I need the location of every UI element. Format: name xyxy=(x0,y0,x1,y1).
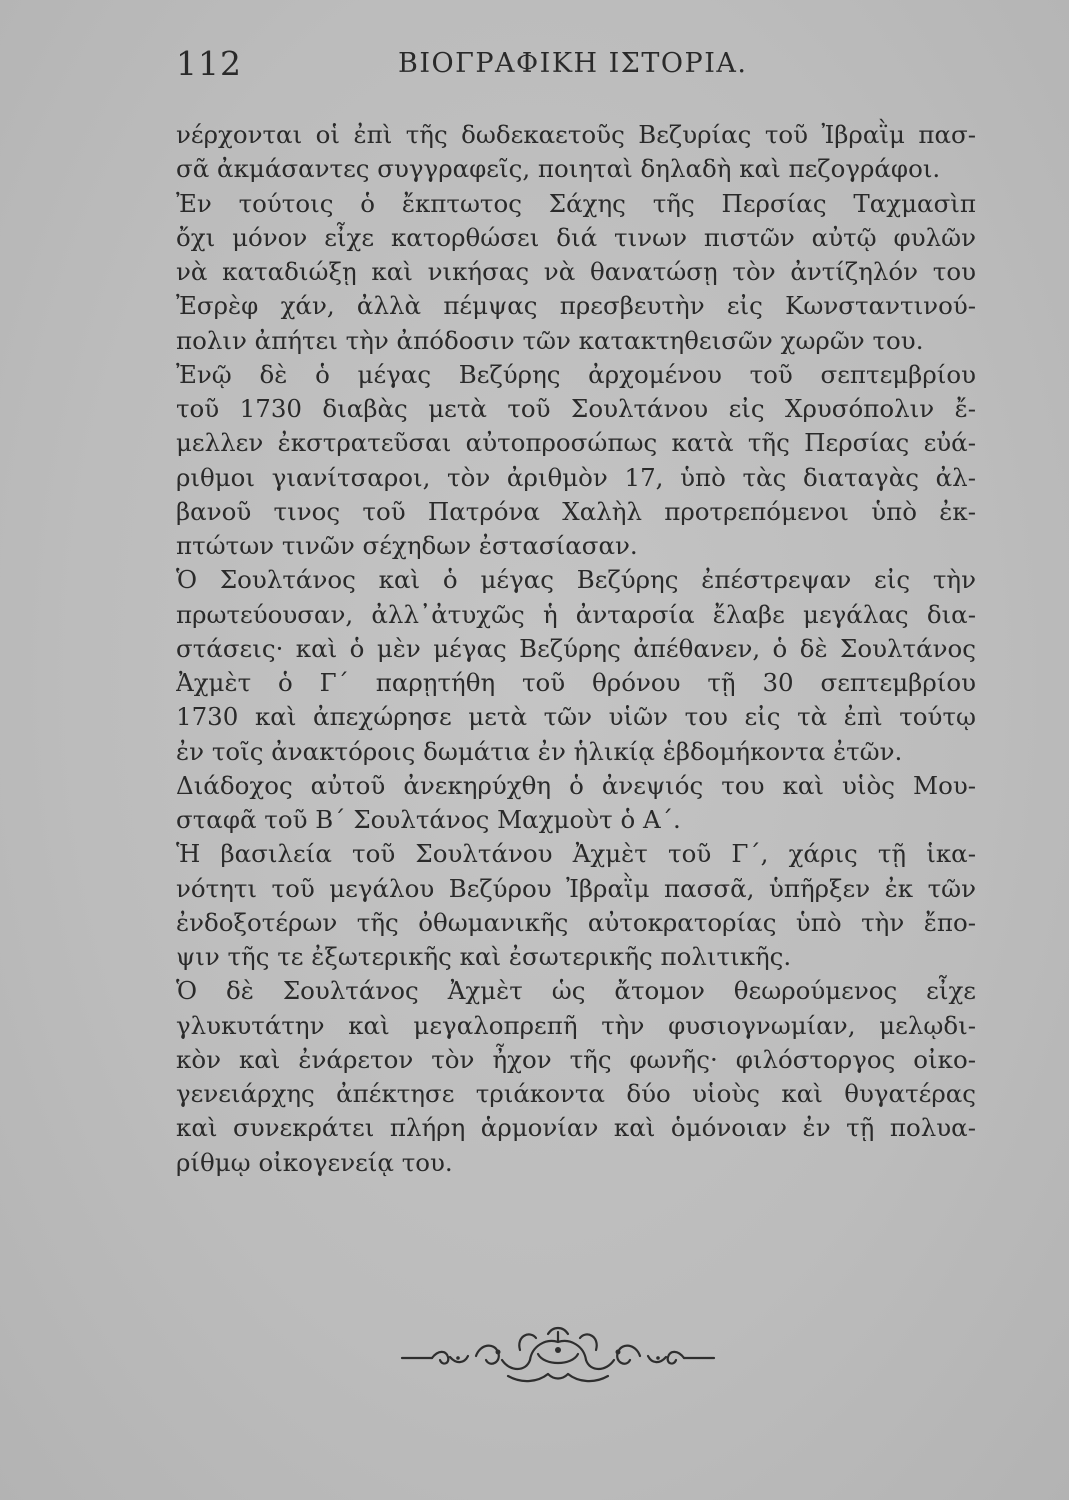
text-line: Ἐνῷ δὲ ὁ μέγας Βεζύρης ἀρχομένου τοῦ σεπτεμβρίου xyxy=(176,359,976,389)
text-line: ἐν τοῖς ἀνακτόροις δωμάτια ἐν ἡλικίᾳ ἑβδομήκοντα ἐτῶν. xyxy=(176,736,903,766)
text-line: νὰ καταδιώξῃ καὶ νικήσας νὰ θανατώσῃ τὸν ἀντίζηλόν του xyxy=(176,257,976,286)
text-line: ρίθμῳ οἰκογενείᾳ του. xyxy=(176,1147,453,1177)
text-line: ὄχι μόνον εἶχε κατορθώσει διά τινων πιστῶν αὐτῷ φυλῶν xyxy=(176,222,976,252)
text-line: πρωτεύουσαν, ἀλλ᾽ἀτυχῶς ἡ ἀνταρσία ἔλαβε μεγάλας δια- xyxy=(176,599,976,629)
text-line: Ἐν τούτοις ὁ ἔκπτωτος Σάχης τῆς Περσίας Ταχμασὶπ xyxy=(176,188,976,218)
text-line: γενειάρχης ἀπέκτησε τριάκοντα δύο υἱοὺς καὶ θυγατέρας xyxy=(176,1079,976,1108)
text-line: κὸν καὶ ἐνάρετον τὸν ἦχον τῆς φωνῆς· φιλόστοργος οἰκο- xyxy=(176,1044,976,1074)
text-line: καὶ συνεκράτει πλήρη ἁρμονίαν καὶ ὁμόνοιαν ἐν τῇ πολυα- xyxy=(176,1113,976,1143)
running-head xyxy=(176,44,976,94)
text-line: μελλεν ἐκστρατεῦσαι αὐτοπροσώπως κατὰ τῆς Περσίας εὐά- xyxy=(176,428,976,458)
page-number: 112 xyxy=(176,44,242,83)
text-line: σταφᾶ τοῦ Β΄ Σουλτάνος Μαχμοὺτ ὁ Α΄. xyxy=(176,805,681,834)
text-line: πτώτων τινῶν σέχηδων ἐστασίασαν. xyxy=(176,531,638,560)
text-line: ψιν τῆς τε ἐξωτερικῆς καὶ ἐσωτερικῆς πολιτικῆς. xyxy=(176,942,792,971)
text-line: νέρχονται οἱ ἐπὶ τῆς δωδεκαετοῦς Βεζυρίας τοῦ Ἰβραῒμ πασ- xyxy=(176,120,976,149)
text-line: Ὁ Σουλτάνος καὶ ὁ μέγας Βεζύρης ἐπέστρεψαν εἰς τὴν xyxy=(176,565,976,595)
text-line: ριθμοι γιανίτσαροι, τὸν ἀριθμὸν 17, ὑπὸ τὰς διαταγὰς ἀλ- xyxy=(176,462,976,492)
text-line: Ἀχμὲτ ὁ Γ΄ παρῃτήθη τοῦ θρόνου τῇ 30 σεπτεμβρίου xyxy=(176,668,976,697)
text-line: πολιν ἀπήτει τὴν ἀπόδοσιν τῶν κατακτηθεισῶν χωρῶν του. xyxy=(176,325,924,355)
body-text xyxy=(176,118,976,1180)
text-line: γλυκυτάτην καὶ μεγαλοπρεπῆ τὴν φυσιογνωμίαν, μελῳδι- xyxy=(176,1010,976,1040)
text-line: Ὁ δὲ Σουλτάνος Ἀχμὲτ ὡς ἄτομον θεωρούμενος εἶχε xyxy=(176,976,976,1006)
text-line: βανοῦ τινος τοῦ Πατρόνα Χαλὴλ προτρεπόμενοι ὑπὸ ἐκ- xyxy=(176,496,976,526)
text-line: τοῦ 1730 διαβὰς μετὰ τοῦ Σουλτάνου εἰς Χρυσόπολιν ἔ- xyxy=(176,394,976,423)
text-line: νότητι τοῦ μεγάλου Βεζύρου Ἰβραῒμ πασσᾶ, ὑπῆρξεν ἐκ τῶν xyxy=(176,873,976,903)
text-line: σᾶ ἀκμάσαντες συγγραφεῖς, ποιηταὶ δηλαδὴ καὶ πεζογράφοι. xyxy=(176,154,941,184)
ornament-flourish-icon xyxy=(398,1320,718,1390)
text-line: Ἡ βασιλεία τοῦ Σουλτάνου Ἀχμὲτ τοῦ Γ΄, χάρις τῇ ἱκα- xyxy=(176,839,976,869)
text-line: 1730 καὶ ἀπεχώρησε μετὰ τῶν υἱῶν του εἰς τὰ ἐπὶ τούτῳ xyxy=(176,702,976,732)
text-line: στάσεις· καὶ ὁ μὲν μέγας Βεζύρης ἀπέθανεν, ὁ δὲ Σουλτάνος xyxy=(176,633,976,663)
running-title: ΒΙΟΓΡΑΦΙΚΗ ΙΣΤΟΡΙΑ. xyxy=(398,48,748,79)
text-line: ἐνδοξοτέρων τῆς ὀθωμανικῆς αὐτοκρατορίας ὑπὸ τὴν ἔπο- xyxy=(176,907,976,937)
text-line: Ἐσρὲφ χάν, ἀλλὰ πέμψας πρεσβευτὴν εἰς Κωνσταντινού- xyxy=(176,291,976,321)
text-line: Διάδοχος αὐτοῦ ἀνεκηρύχθη ὁ ἀνεψιός του καὶ υἱὸς Μου- xyxy=(176,770,976,800)
